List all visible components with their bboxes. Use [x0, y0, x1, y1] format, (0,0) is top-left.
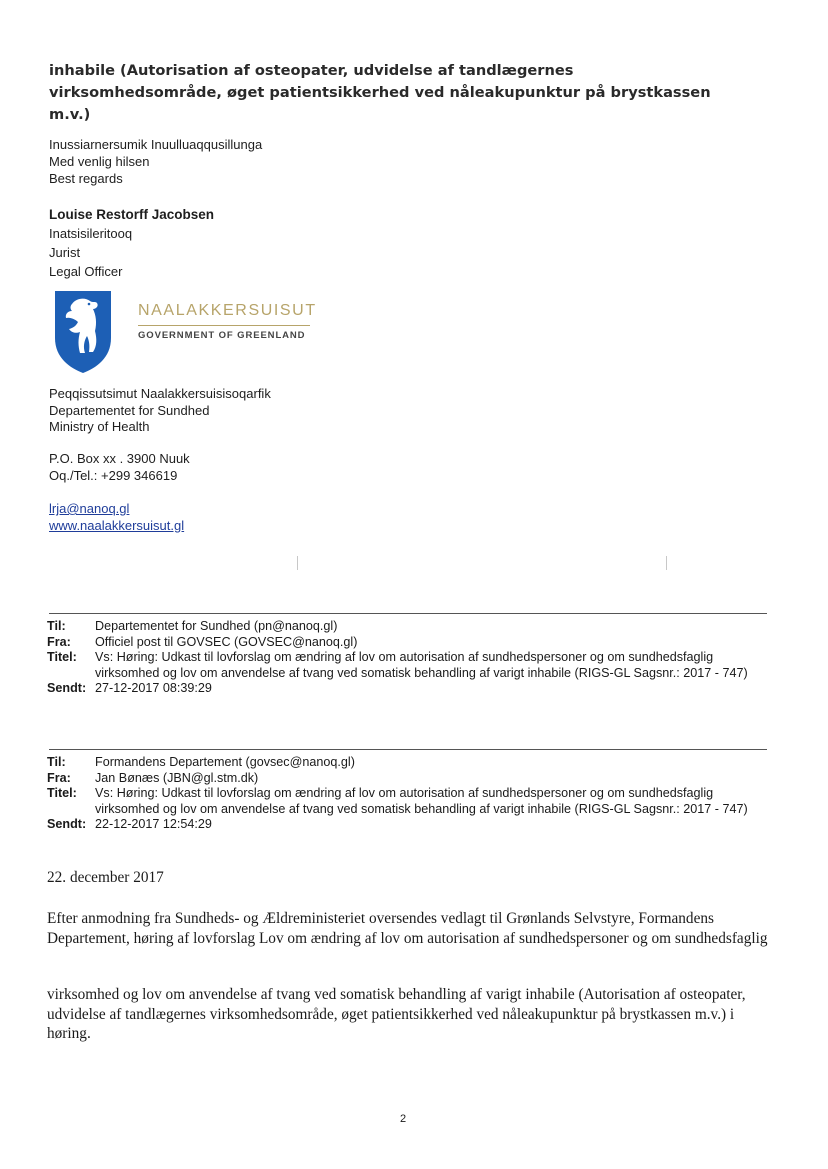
subject-label: Titel: [47, 650, 77, 664]
signature-person [49, 205, 214, 281]
forwarded-header-2 [47, 755, 772, 833]
sent-label: Sendt: [47, 681, 87, 695]
scan-mark [297, 556, 298, 570]
to-label: Til: [47, 755, 66, 769]
logo-divider [138, 325, 310, 326]
from-label: Fra: [47, 770, 71, 785]
sender-name: Louise Restorff Jacobsen [49, 207, 215, 222]
subject-label: Titel: [47, 786, 77, 800]
title-english: Legal Officer [49, 264, 123, 279]
letter-paragraph-2: virksomhed og lov om anvendelse af tvang ved somatisk behandling af varigt inhabile (Autorisation af osteopater, udvidelse af tandlægernes virksomhedsområde, øget patientsikkerhed ved nåleakupunktur på brystkassen m.v.) i høring. [47, 986, 746, 1042]
from-label: Fra: [47, 634, 71, 649]
government-logo [52, 288, 322, 374]
forwarded-header-1 [47, 619, 772, 697]
from-value: Officiel post til GOVSEC (GOVSEC@nanoq.gl) [95, 634, 358, 649]
polar-bear-shield-icon [52, 288, 114, 374]
phone-number: Oq./Tel.: +299 346619 [49, 467, 178, 483]
po-box: P.O. Box xx . 3900 Nuuk [49, 451, 190, 466]
email-link[interactable]: lrja@nanoq.gl [49, 501, 130, 516]
to-label: Til: [47, 619, 66, 633]
title-kalaallisut: Inatsisileritooq [49, 226, 133, 241]
sent-value: 22-12-2017 12:54:29 [95, 817, 212, 831]
scan-mark [666, 556, 667, 570]
letter-paragraph-1: Efter anmodning fra Sundheds- og Ældreministeriet oversendes vedlagt til Grønlands Selvstyre, Formandens Departement, høring af lovforslag Lov om ændring af lov om autorisation af sundhedspersoner og om sundhedsfaglig [47, 910, 768, 947]
website-link[interactable]: www.naalakkersuisut.gl [49, 518, 185, 533]
greeting-danish: Med venlig hilsen [49, 154, 150, 169]
title-danish: Jurist [49, 245, 81, 260]
org-name: NAALAKKERSUISUT [138, 302, 317, 319]
from-value: Jan Bønæs (JBN@gl.stm.dk) [95, 770, 259, 785]
sent-label: Sendt: [47, 817, 87, 831]
header-divider [49, 613, 767, 614]
address-block [49, 451, 190, 484]
subject-value: Vs: Høring: Udkast til lovforslag om ændring af lov om autorisation af sundhedspersoner og om sundhedsfaglig virksomhed og lov om anvendelse af tvang ved somatisk behandling af varigt inhabile (RIGS-GL Sagsnr.: 2017 - 747) [95, 786, 748, 816]
department-danish: Departementet for Sundhed [49, 402, 210, 418]
department-block [49, 386, 271, 436]
department-english: Ministry of Health [49, 419, 150, 434]
contact-links [49, 500, 184, 534]
page-number: 2 [400, 1113, 407, 1125]
subject-value: Vs: Høring: Udkast til lovforslag om ændring af lov om autorisation af sundhedspersoner og om sundhedsfaglig virksomhed og lov om anvendelse af tvang ved somatisk behandling af varigt inhabile (RIGS-GL Sagsnr.: 2017 - 747) [95, 650, 748, 680]
signature-greeting [49, 136, 262, 187]
sent-value: 27-12-2017 08:39:29 [95, 681, 212, 695]
org-subtitle: GOVERNMENT OF GREENLAND [138, 330, 306, 341]
greeting-kalaallisut: Inussiarnersumik Inuulluaqqusillunga [49, 137, 263, 152]
to-value: Formandens Departement (govsec@nanoq.gl) [95, 755, 355, 769]
continued-heading: inhabile (Autorisation af osteopater, udvidelse af tandlægernes virksomhedsområde, øget patientsikkerhed ved nåleakupunktur på brystkassen m.v.) [49, 62, 711, 123]
to-value: Departementet for Sundhed (pn@nanoq.gl) [95, 619, 338, 633]
letter-date: 22. december 2017 [47, 869, 164, 886]
header-divider [49, 749, 767, 750]
department-kalaallisut: Peqqissutsimut Naalakkersuisisoqarfik [49, 386, 271, 401]
greeting-english: Best regards [49, 171, 123, 186]
